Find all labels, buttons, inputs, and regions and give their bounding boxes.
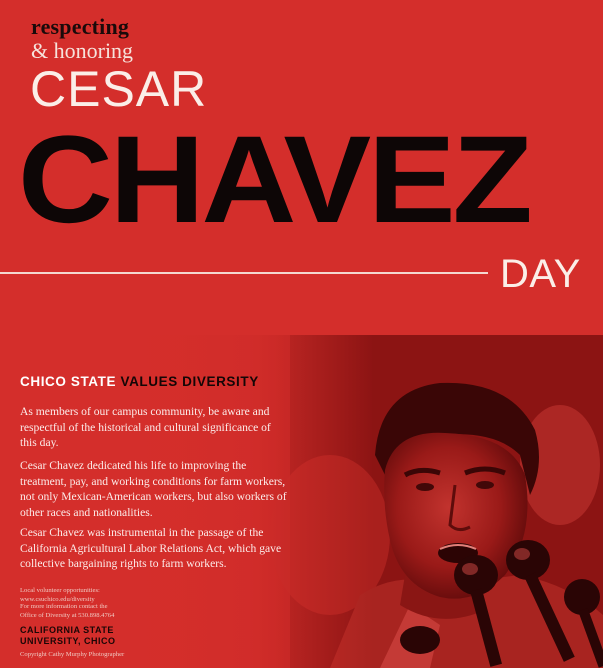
university-line-1: CALIFORNIA STATE: [20, 625, 114, 635]
volunteer-line: Local volunteer opportunities:: [20, 587, 100, 594]
paragraph-dedication: Cesar Chavez dedicated his life to improving the treatment, pay, and working conditions for farm workers, not only Mexican-American workers, but also workers of other races and nationalities.: [20, 459, 287, 519]
values-diversity-heading: [20, 374, 259, 389]
volunteer-url: www.csuchico.edu/diversity: [20, 595, 95, 603]
photo-credit: Copyright Cathy Murphy Photographer: [20, 651, 125, 658]
paragraph-respect: As members of our campus community, be aware and respectful of the historical and cultural significance of this day.: [20, 405, 271, 450]
day-heading: DAY: [500, 252, 581, 296]
university-logo-text: [20, 625, 116, 647]
values-prefix: CHICO STATE: [20, 374, 117, 389]
honoring-text: & honoring: [31, 38, 134, 63]
university-line-2: UNIVERSITY, CHICO: [20, 636, 116, 646]
respecting-text: respecting: [31, 14, 130, 39]
paragraph-legislation: Cesar Chavez was instrumental in the passage of the California Agricultural Labor Relations Act, which gave collective bargaining rights to farm workers.: [20, 526, 282, 571]
volunteer-info: [20, 587, 100, 604]
last-name-heading: CHAVEZ: [18, 111, 530, 249]
values-suffix: VALUES DIVERSITY: [120, 374, 259, 389]
first-name-heading: CESAR: [30, 61, 208, 117]
contact-office: Office of Diversity at 530.898.4764: [20, 611, 115, 619]
divider-line: [0, 272, 488, 274]
contact-info: [20, 603, 114, 620]
contact-line: For more information contact the: [20, 603, 108, 610]
